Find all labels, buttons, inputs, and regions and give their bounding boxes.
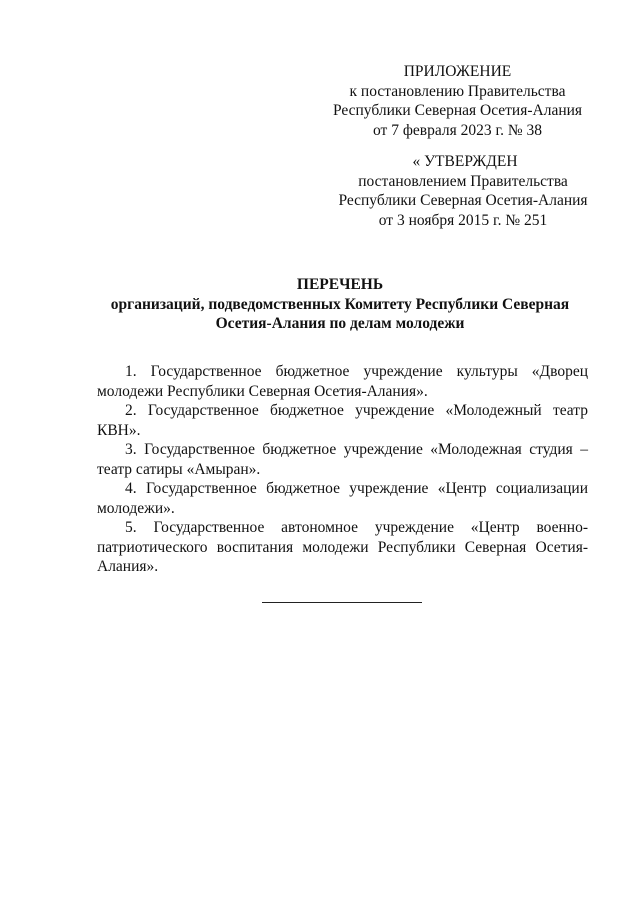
organizations-list <box>97 362 588 577</box>
end-divider <box>262 602 422 603</box>
title-subtitle-line: организаций, подведомственных Комитету Республики Северная <box>110 295 570 313</box>
title-heading: ПЕРЕЧЕНЬ <box>296 276 384 293</box>
approved-date-line: от 3 ноября 2015 г. № 251 <box>378 211 548 229</box>
appendix-line: Республики Северная Осетия-Алания <box>332 102 583 119</box>
approved-stamp <box>328 152 598 230</box>
appendix-date-line: от 7 февраля 2023 г. № 38 <box>373 121 542 139</box>
approved-line: постановлением Правительства <box>358 172 568 190</box>
appendix-line: к постановлению Правительства <box>349 82 566 100</box>
list-item: 2. Государственное бюджетное учреждение «Молодежный театр КВН». <box>97 402 588 439</box>
appendix-heading: ПРИЛОЖЕНИЕ <box>403 63 512 80</box>
approved-line: Республики Северная Осетия-Алания <box>338 192 588 209</box>
list-item: 5. Государственное автономное учреждение «Центр военно-патриотического воспитания молодежи Республики Северная Осетия-Алания». <box>97 519 588 575</box>
list-item: 1. Государственное бюджетное учреждение культуры «Дворец молодежи Республики Северная Осетия-Алания». <box>97 363 588 400</box>
document-title <box>80 275 600 334</box>
title-subtitle-line: Осетия-Алания по делам молодежи <box>215 315 465 332</box>
appendix-stamp <box>325 62 590 140</box>
list-item: 3. Государственное бюджетное учреждение «Молодежная студия – театр сатиры «Амыран». <box>97 441 588 478</box>
approved-heading: « УТВЕРЖДЕН <box>412 153 518 170</box>
list-item: 4. Государственное бюджетное учреждение «Центр социализации молодежи». <box>97 480 588 517</box>
